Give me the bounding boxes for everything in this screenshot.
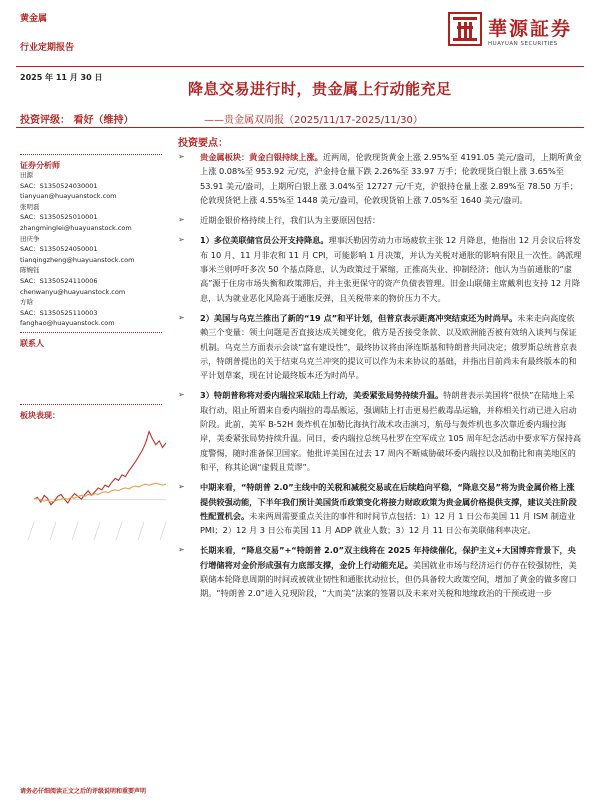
chart-x-tick (50, 522, 56, 540)
analyst-name: 方晗 (20, 298, 33, 307)
key-point-paragraph (178, 388, 582, 474)
key-point-text: 近期金银价格持续上行，我们认为主要原因包括： (200, 215, 381, 226)
key-point-lead: 3）特朗普称将对委内瑞拉采取陆上行动，美委紧张局势持续升温。 (200, 390, 444, 401)
disclaimer-footer: 请务必仔细阅读正文之后的评级说明和重要声明 (20, 788, 147, 795)
analyst-email[interactable]: fanghao@huayuanstock.com (20, 319, 115, 328)
key-point-text: 理事沃勒因劳动力市场疲软主张 12 月降息，他指出 12 月会议后将发布 10 月、11 月非农和 11 月 CPI，可能影响 1 月决策，并认为关税对通胀的影响有限且一次性。鸽派理事米兰则呼吁多次 50 个基点降息，认为政策过于紧缩，正推高失业、抑制经济；他认为当前通胀的“虚高”源于住房市场失衡和政策滞后，并主张更保守的资产负债表管理。旧金山联储主席戴利也支持 12 月降息，认为就业恶化风险高于通胀反弹，且关税带来的物价压力不大。 (200, 235, 582, 303)
key-point-text: 美国就业市场与经济运行仍存在较强韧性，美联储本轮降息周期的时间或被就业韧性和通胀扰动拉长，但仍具备较大政策空间，增加了黄金的做多窗口期。“特朗普 2.0”进入兑现阶段，“大而美”法案的签署以及未来对关税和地缘政治的干预或进一步 (200, 559, 577, 599)
report-title: 降息交易进行时，贵金属上行动能充足 (188, 80, 452, 98)
key-point-text: 近两周，伦敦现货黄金上涨 2.95%至 4191.05 美元/盎司，上期所黄金上涨 0.08%至 953.92 元/克，沪金持仓量下跌 2.26%至 33.97 万手；伦敦现货白银上涨 3.65%至 53.91 美元/盎司，上期所白银上涨 3.04%至 12727 元/千克，沪银持仓量上涨 2.89%至 78.50 万手；伦敦现货钯上涨 4.55%至 1448 美元/盎司，伦敦现货铂上涨 7.05%至 1640 美元/盎司。 (200, 152, 582, 205)
bullet-arrow-icon: ➢ (178, 545, 185, 555)
analyst-name: 张明磊 (20, 202, 40, 211)
report-subtitle: ——贵金属双周报（2025/11/17-2025/11/30） (204, 115, 423, 126)
key-point-paragraph (178, 543, 582, 600)
logo-text-cn: 華源証券 (488, 18, 573, 40)
key-point-lead: 贵金属板块：黄金白银持续上涨。 (200, 152, 323, 162)
divider (16, 66, 584, 67)
key-points-heading: 投资要点： (178, 138, 228, 149)
company-logo (448, 12, 583, 56)
chart-label: 板块表现： (20, 404, 162, 421)
analysts-label: 证券分析师 (20, 154, 162, 171)
key-point-paragraph (178, 213, 582, 227)
analyst-name: 田源 (20, 171, 33, 179)
bullet-arrow-icon: ➢ (178, 390, 185, 400)
analyst-sac: SAC：S1350524030001 (20, 181, 98, 190)
analyst-email[interactable]: tianyuan@huayuanstock.com (20, 192, 117, 201)
key-point-paragraph (178, 480, 582, 537)
bullet-arrow-icon: ➢ (178, 482, 185, 492)
analyst-list (20, 170, 162, 329)
logo-mark-icon (448, 12, 482, 46)
key-points-content (178, 150, 582, 607)
analyst-sac: SAC：S1350524050001 (20, 245, 98, 254)
key-point-paragraph (178, 311, 582, 382)
analyst-sac: SAC：S1350525110003 (20, 308, 98, 317)
chart-x-tick (28, 522, 34, 540)
sector-performance-chart (20, 418, 170, 548)
chart-x-tick (94, 522, 100, 540)
divider (16, 127, 584, 128)
bullet-arrow-icon: ➢ (178, 312, 185, 322)
report-category: 黄金属 (20, 14, 48, 24)
analyst-email[interactable]: zhangminglei@huayuanstock.com (20, 223, 132, 232)
key-point-text: 未来两周需要重点关注的事件和时间节点包括：1）12 月 1 日公布美国 11 月 ISM 制造业 PMI；2）12 月 3 日公布美国 11 月 ADP 就业人数；3）12 月 11 日公布美联储利率决定。 (200, 510, 576, 536)
analyst-name: 陈婉钰 (20, 266, 40, 275)
bullet-arrow-icon: ➢ (178, 235, 185, 245)
analyst-email[interactable]: chenwanyu@huayuanstock.com (20, 287, 126, 296)
analyst-sac: SAC：S1350525010001 (20, 213, 98, 222)
chart-x-tick (116, 522, 122, 540)
analyst-email[interactable]: tianqingzheng@huayuanstock.com (20, 255, 135, 264)
bullet-arrow-icon: ➢ (178, 215, 185, 225)
contact-label: 联系人 (20, 332, 162, 349)
key-point-text: 特朗普表示美国将“很快”在陆地上采取行动，阻止所谓来自委内瑞拉的毒品贩运，强调陆上打击更易拦截毒品运输，并称相关行动已进入启动阶段。此前，美军 B-52H 轰炸机在加勒比海执行战术攻击演习，航母与轰炸机也多次靠近委内瑞拉海岸，美委紧张局势持续升温。同日，委内瑞拉总统马杜罗在空军成立 105 周年纪念活动中要求军方保持高度警惕，随时准备保卫国家。他批评美国在过去 17 周内不断威胁破坏委内瑞拉以及加勒比和南美地区的和平，称其论调“虚假且荒谬”。 (200, 390, 582, 472)
logo-text-en: HUAYUAN SECURITIES (488, 41, 558, 47)
key-point-lead: 2）美国与乌克兰推出了新的“19 点”和平计划，但普京表示距离冲突结束还为时尚早。 (200, 312, 518, 323)
analyst-sac: SAC：S1350524110006 (20, 276, 98, 285)
key-point-lead: 长期来看，“降息交易”+“特朗普 2.0”双主线将在 2025 年持续催化，保护主义+大国博弈背景下，央行增储将对金价形成强有力底部支撑，金价上行动能充足。 (200, 545, 576, 570)
key-point-lead: 1）多位美联储官员公开支持降息。 (200, 235, 329, 246)
key-point-lead: 中期来看，“特朗普 2.0”主线中的关税和减税交易或在后续趋向平稳，“降息交易”将为贵金属价格上涨提供较强动能，下半年我们预计美国货币政策变化将接力财政政策为贵金属价格提供支撑，建议关注阶段性配置机会。 (200, 482, 577, 521)
chart-x-tick (160, 522, 166, 540)
report-type: 行业定期报告 (20, 43, 75, 53)
key-point-paragraph (178, 150, 582, 207)
key-point-paragraph (178, 233, 582, 304)
investment-rating: 投资评级： 看好（维持） (20, 115, 134, 126)
chart-x-tick (72, 522, 78, 540)
chart-x-tick (138, 522, 144, 540)
key-point-text: 未来走向高度依赖三个变量：领土问题是否直接达成关键变化，俄方是否接受条款、以及欧洲能否被有效纳入谈判与保证机制。乌克兰方面表示会谈“富有建设性”，最终协议将由泽连斯基和特朗普共同决定；俄罗斯总统普京表示，特朗普提出的关于结束乌克兰冲突的提议可以作为未来协议的基础，并指出目前尚未有最终版本的和平计划草案，现在讨论最终版本还为时尚早。 (200, 312, 577, 381)
report-date: 2025 年 11 月 30 日 (20, 73, 103, 82)
bullet-arrow-icon: ➢ (178, 152, 185, 161)
analyst-name: 田庆争 (20, 234, 40, 243)
